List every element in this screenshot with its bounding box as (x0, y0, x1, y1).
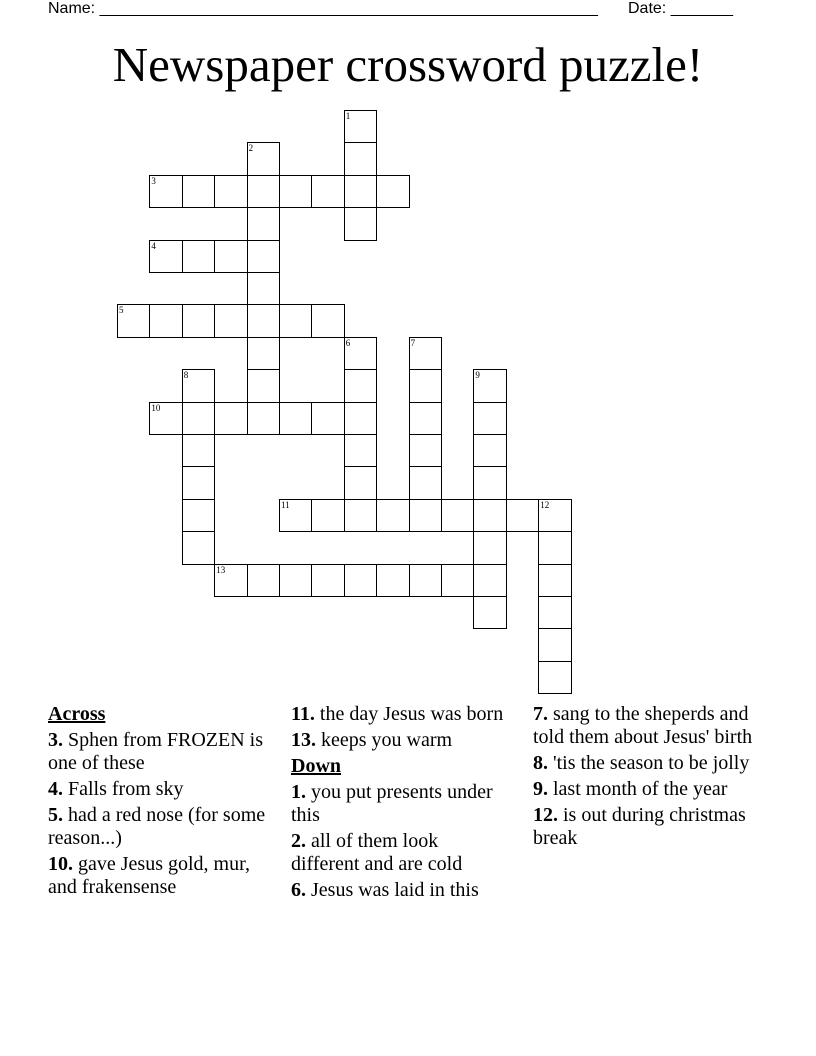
grid-cell[interactable] (538, 628, 571, 661)
grid-cell[interactable] (247, 369, 280, 402)
grid-cell[interactable] (344, 466, 377, 499)
grid-cell[interactable] (311, 402, 344, 435)
clue-number-label: 13. (291, 729, 316, 751)
grid-cell[interactable] (376, 499, 409, 532)
grid-cell[interactable] (247, 142, 280, 175)
grid-cell[interactable] (182, 240, 215, 273)
grid-cell[interactable] (279, 402, 312, 435)
grid-cell[interactable] (409, 434, 442, 467)
grid-cell[interactable] (311, 304, 344, 337)
grid-cell[interactable] (311, 175, 344, 208)
down-clue (533, 752, 763, 775)
clue-number: 9 (475, 370, 480, 381)
clue-number: 5 (119, 305, 124, 316)
clues-column-2 (291, 703, 511, 905)
grid-cell[interactable] (344, 564, 377, 597)
grid-cell[interactable] (247, 304, 280, 337)
grid-cell[interactable] (538, 531, 571, 564)
grid-cell[interactable] (311, 564, 344, 597)
clue-number: 2 (248, 143, 254, 154)
clue-text: Sphen from FROZEN is one of these (48, 729, 263, 774)
grid-cell[interactable] (473, 531, 506, 564)
grid-cell[interactable] (247, 272, 280, 305)
down-clue (291, 879, 511, 902)
grid-cell[interactable] (279, 304, 312, 337)
grid-cell[interactable] (344, 175, 377, 208)
grid-cell[interactable] (473, 564, 506, 597)
clue-number-label: 2. (291, 830, 306, 852)
grid-cell[interactable] (311, 499, 344, 532)
clue-number: 1 (345, 111, 351, 121)
grid-cell[interactable] (182, 175, 215, 208)
grid-cell[interactable] (149, 240, 182, 273)
clue-number: 13 (216, 564, 226, 575)
clue-number-label: 12. (533, 804, 558, 826)
clue-text: Jesus was laid in this (306, 879, 479, 901)
across-clue (291, 703, 511, 726)
clue-number-label: 11. (291, 703, 315, 725)
grid-cell[interactable] (279, 175, 312, 208)
grid-cell[interactable] (473, 402, 506, 435)
grid-cell[interactable] (441, 499, 474, 532)
grid-cell[interactable] (376, 175, 409, 208)
grid-cell[interactable] (409, 402, 442, 435)
page-title: Newspaper crossword puzzle! (112, 37, 704, 92)
grid-cell[interactable] (214, 304, 247, 337)
clue-number-label: 1. (291, 781, 306, 803)
grid-cell[interactable] (182, 434, 215, 467)
clue-number-label: 7. (533, 703, 548, 725)
grid-cell[interactable] (538, 596, 571, 629)
grid-cell[interactable] (344, 110, 377, 143)
grid-cell[interactable] (409, 369, 442, 402)
grid-cell[interactable] (344, 402, 377, 435)
grid-cell[interactable] (473, 466, 506, 499)
across-clue (48, 853, 268, 899)
grid-cell[interactable] (247, 240, 280, 273)
grid-cell[interactable] (344, 142, 377, 175)
down-heading: Down (291, 755, 342, 777)
clue-number-label: 9. (533, 778, 548, 800)
grid-cell[interactable] (247, 402, 280, 435)
clue-number: 7 (410, 337, 416, 348)
clues-column-1 (48, 703, 268, 902)
clue-text: you put presents under this (291, 781, 493, 826)
grid-cell[interactable] (538, 564, 571, 597)
across-clue (48, 778, 268, 801)
down-clue (533, 703, 763, 749)
down-clue (533, 804, 763, 850)
grid-cell[interactable] (409, 564, 442, 597)
clue-number: 3 (151, 175, 156, 186)
grid-cell[interactable] (182, 304, 215, 337)
grid-cell[interactable] (214, 564, 247, 597)
clue-text: the day Jesus was born (314, 703, 504, 725)
grid-cell[interactable] (376, 564, 409, 597)
grid-cell[interactable] (247, 207, 280, 240)
clue-text: gave Jesus gold, mur, and frakensense (48, 853, 250, 898)
clue-number-label: 3. (48, 729, 63, 751)
clue-number-label: 5. (48, 804, 63, 826)
grid-cell[interactable] (149, 402, 182, 435)
across-heading: Across (48, 703, 106, 725)
grid-cell[interactable] (247, 175, 280, 208)
clue-number: 11 (281, 499, 290, 510)
grid-cell[interactable] (149, 304, 182, 337)
clue-number: 12 (540, 499, 550, 510)
clue-text: Falls from sky (63, 778, 184, 800)
grid-cell[interactable] (344, 499, 377, 532)
down-clue (291, 781, 511, 827)
grid-cell[interactable] (473, 499, 506, 532)
grid-cell[interactable] (182, 369, 215, 402)
grid-cell[interactable] (344, 207, 377, 240)
clue-text: last month of the year (548, 778, 728, 800)
name-field-label: Name: ________________________________________________________ (48, 0, 598, 17)
clue-number: 10 (151, 402, 161, 413)
clue-number-label: 6. (291, 879, 306, 901)
clue-text: had a red nose (for some reason...) (48, 804, 266, 849)
grid-cell[interactable] (247, 337, 280, 370)
clue-text: all of them look different and are cold (291, 830, 463, 875)
grid-cell[interactable] (409, 466, 442, 499)
grid-cell[interactable] (473, 596, 506, 629)
grid-cell[interactable] (149, 175, 182, 208)
grid-cell[interactable] (182, 402, 215, 435)
clue-number-label: 10. (48, 853, 73, 875)
clue-text: 'tis the season to be jolly (548, 752, 750, 774)
grid-cell[interactable] (214, 175, 247, 208)
grid-cell[interactable] (279, 499, 312, 532)
down-clue (533, 778, 763, 801)
across-clue (48, 804, 268, 850)
grid-cell[interactable] (182, 466, 215, 499)
grid-cell[interactable] (214, 240, 247, 273)
grid-cell[interactable] (344, 337, 377, 370)
across-clue (48, 729, 268, 775)
grid-cell[interactable] (538, 661, 571, 694)
grid-cell[interactable] (182, 499, 215, 532)
grid-cell[interactable] (247, 564, 280, 597)
grid-cell[interactable] (214, 402, 247, 435)
grid-cell[interactable] (117, 304, 150, 337)
grid-cell[interactable] (506, 499, 539, 532)
grid-cell[interactable] (344, 369, 377, 402)
grid-cell[interactable] (538, 499, 571, 532)
grid-cell[interactable] (279, 564, 312, 597)
across-clue (291, 729, 511, 752)
grid-cell[interactable] (441, 564, 474, 597)
clue-number: 4 (151, 240, 156, 251)
grid-cell[interactable] (344, 434, 377, 467)
grid-cell[interactable] (182, 531, 215, 564)
clue-text: sang to the sheperds and told them about Jesus' birth (533, 703, 753, 748)
grid-cell[interactable] (473, 369, 506, 402)
date-field-label: Date: _______ (628, 0, 733, 17)
grid-cell[interactable] (473, 434, 506, 467)
clue-number-label: 4. (48, 778, 63, 800)
grid-cell[interactable] (409, 337, 442, 370)
grid-cell[interactable] (409, 499, 442, 532)
down-clue (291, 830, 511, 876)
clues-column-3 (533, 703, 763, 853)
clue-number-label: 8. (533, 752, 548, 774)
clue-text: is out during christmas break (533, 804, 746, 849)
clue-number: 8 (183, 370, 189, 381)
clue-number: 6 (345, 337, 351, 348)
clue-text: keeps you warm (316, 729, 453, 751)
